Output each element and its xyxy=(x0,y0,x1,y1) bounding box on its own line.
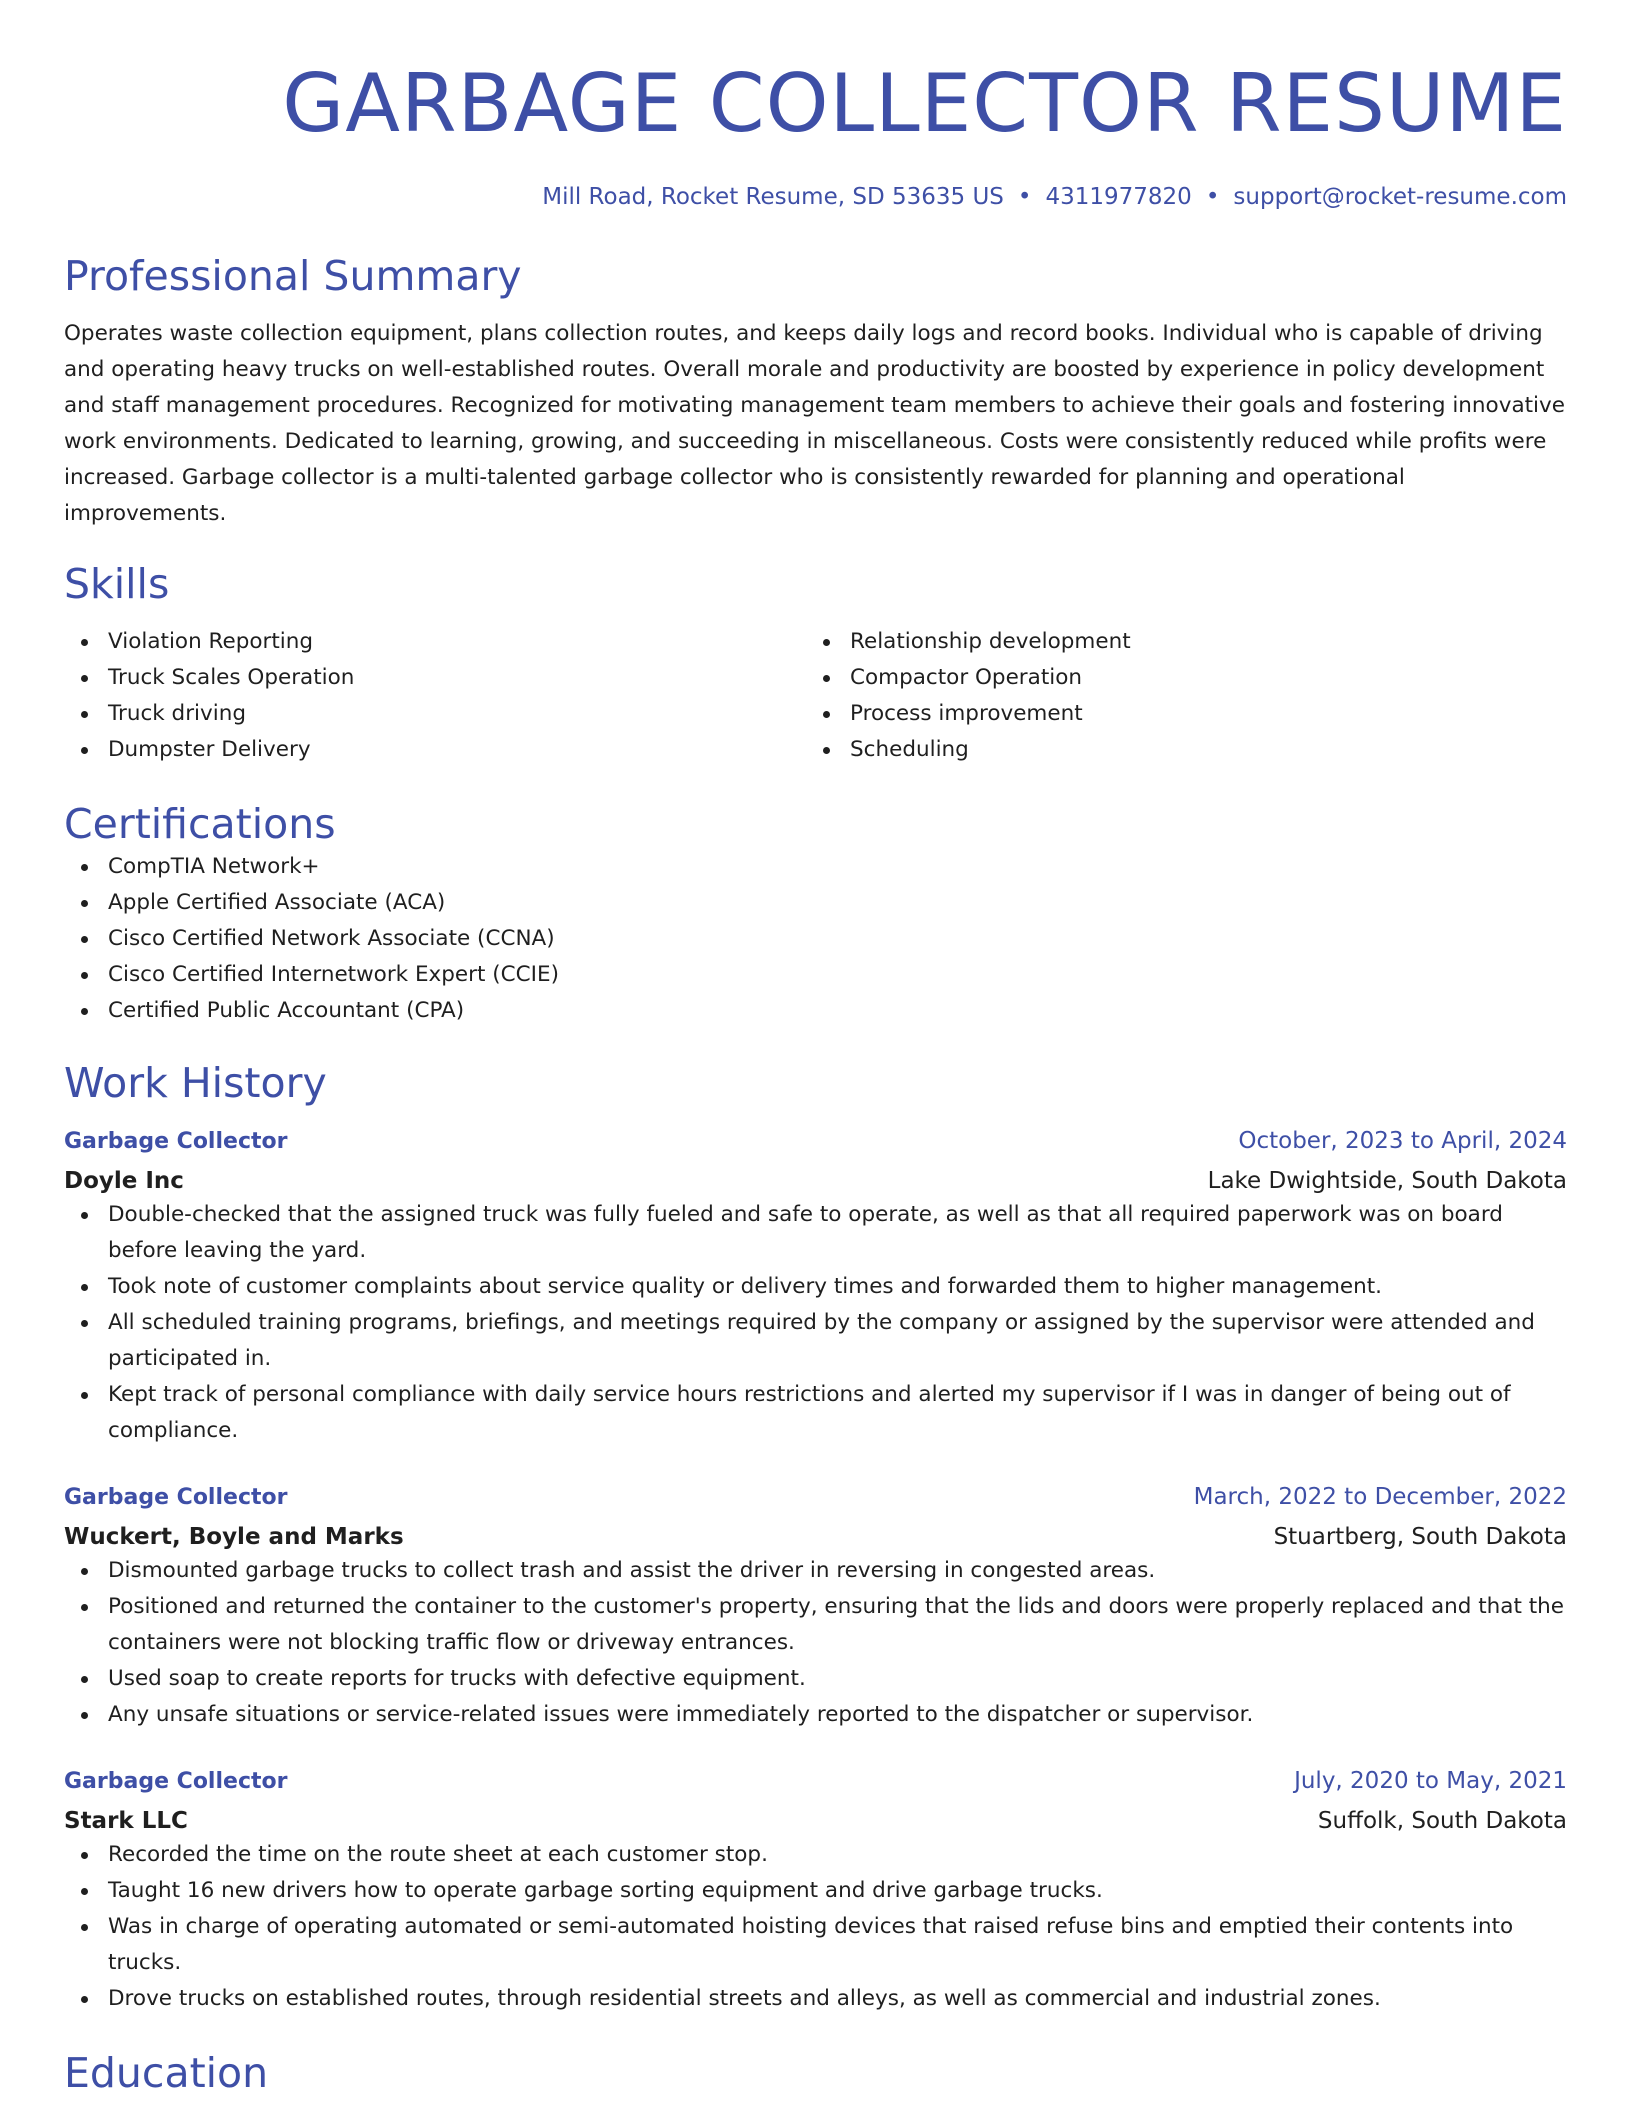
summary-heading: Professional Summary xyxy=(64,252,522,300)
education-heading: Education xyxy=(64,2049,269,2097)
skill-item: Relationship development xyxy=(806,624,1548,660)
skills-list-right xyxy=(806,624,1548,768)
job-company: Doyle Inc xyxy=(64,1168,184,1194)
skill-item: Truck Scales Operation xyxy=(64,660,806,696)
work-history-heading: Work History xyxy=(64,1059,327,1107)
resume-name: GARBAGE COLLECTOR RESUME xyxy=(282,57,1567,150)
summary-text: Operates waste collection equipment, plans collection routes, and keeps daily logs and record books. Individual who is capable of driving and operating heavy trucks on well-established routes. Overall morale and productivity are boosted by experience in policy development and staff management procedures. Recognized for motivating management team members to achieve their goals and fostering innovative work environments. Dedicated to learning, growing, and succeeding in miscellaneous. Costs were consistently reduced while profits were increased. Garbage collector is a multi-talented garbage collector who is consistently rewarded for planning and operational improvements. xyxy=(64,321,1565,526)
job-title-row xyxy=(64,1765,1567,1798)
certification-item: Certified Public Accountant (CPA) xyxy=(64,993,1567,1029)
job-entry xyxy=(64,1765,1567,2017)
skill-item: Violation Reporting xyxy=(64,624,806,660)
certification-item: Cisco Certified Internetwork Expert (CCIE) xyxy=(64,957,1567,993)
job-location: Suffolk, South Dakota xyxy=(1317,1808,1567,1834)
contact-separator: • xyxy=(1017,184,1032,210)
job-entry xyxy=(64,1481,1567,1733)
skill-item: Scheduling xyxy=(806,732,1548,768)
certifications-list xyxy=(64,849,1567,1029)
job-duties-list xyxy=(64,1197,1567,1449)
job-location: Lake Dwightside, South Dakota xyxy=(1207,1168,1567,1194)
skills-grid xyxy=(64,624,1567,768)
job-entry xyxy=(64,1125,1567,1449)
skill-item: Compactor Operation xyxy=(806,660,1548,696)
job-company-row xyxy=(64,1521,1567,1553)
job-location: Stuartberg, South Dakota xyxy=(1273,1524,1567,1550)
skill-item: Process improvement xyxy=(806,696,1548,732)
job-duty: Took note of customer complaints about service quality or delivery times and forwarded them to higher management. xyxy=(64,1269,1567,1305)
skill-item: Truck driving xyxy=(64,696,806,732)
job-duty: Taught 16 new drivers how to operate garbage sorting equipment and drive garbage trucks. xyxy=(64,1873,1567,1909)
contact-line xyxy=(64,182,1567,212)
job-duty: Dismounted garbage trucks to collect trash and assist the driver in reversing in congested areas. xyxy=(64,1553,1567,1589)
job-duty: Kept track of personal compliance with daily service hours restrictions and alerted my supervisor if I was in danger of being out of compliance. xyxy=(64,1377,1567,1449)
contact-address: Mill Road, Rocket Resume, SD 53635 US xyxy=(542,184,1004,210)
resume-page xyxy=(64,0,1567,2098)
contact-phone: 4311977820 xyxy=(1045,184,1192,210)
certifications-heading: Certifications xyxy=(64,800,336,848)
certification-item: Apple Certified Associate (ACA) xyxy=(64,885,1567,921)
job-duty: Was in charge of operating automated or semi-automated hoisting devices that raised refuse bins and emptied their contents into trucks. xyxy=(64,1909,1567,1981)
job-company-row xyxy=(64,1165,1567,1197)
job-duty: Any unsafe situations or service-related issues were immediately reported to the dispatcher or supervisor. xyxy=(64,1697,1567,1733)
job-duties-list xyxy=(64,1553,1567,1733)
job-title: Garbage Collector xyxy=(64,1769,288,1794)
job-company: Stark LLC xyxy=(64,1808,188,1834)
certification-item: CompTIA Network+ xyxy=(64,849,1567,885)
job-duty: All scheduled training programs, briefings, and meetings required by the company or assigned by the supervisor were attended and participated in. xyxy=(64,1305,1567,1377)
skills-heading: Skills xyxy=(64,560,170,608)
skill-item: Dumpster Delivery xyxy=(64,732,806,768)
skills-list-left xyxy=(64,624,806,768)
job-title: Garbage Collector xyxy=(64,1485,288,1510)
resume-header xyxy=(64,56,1567,212)
job-company: Wuckert, Boyle and Marks xyxy=(64,1524,404,1550)
certification-item: Cisco Certified Network Associate (CCNA) xyxy=(64,921,1567,957)
job-duty: Recorded the time on the route sheet at each customer stop. xyxy=(64,1837,1567,1873)
contact-separator: • xyxy=(1205,184,1220,210)
job-title-row xyxy=(64,1125,1567,1158)
job-duty: Double-checked that the assigned truck was fully fueled and safe to operate, as well as that all required paperwork was on board before leaving the yard. xyxy=(64,1197,1567,1269)
job-company-row xyxy=(64,1805,1567,1837)
job-duty: Used soap to create reports for trucks with defective equipment. xyxy=(64,1661,1567,1697)
job-duty: Positioned and returned the container to the customer's property, ensuring that the lids and doors were properly replaced and that the containers were not blocking traffic flow or driveway entrances. xyxy=(64,1589,1567,1661)
job-dates: July, 2020 to May, 2021 xyxy=(1294,1768,1567,1794)
job-title-row xyxy=(64,1481,1567,1514)
job-duty: Drove trucks on established routes, through residential streets and alleys, as well as commercial and industrial zones. xyxy=(64,1981,1567,2017)
contact-email[interactable]: support@rocket-resume.com xyxy=(1233,184,1567,210)
job-title: Garbage Collector xyxy=(64,1129,288,1154)
job-dates: October, 2023 to April, 2024 xyxy=(1238,1128,1567,1154)
job-duties-list xyxy=(64,1837,1567,2017)
job-dates: March, 2022 to December, 2022 xyxy=(1193,1484,1567,1510)
